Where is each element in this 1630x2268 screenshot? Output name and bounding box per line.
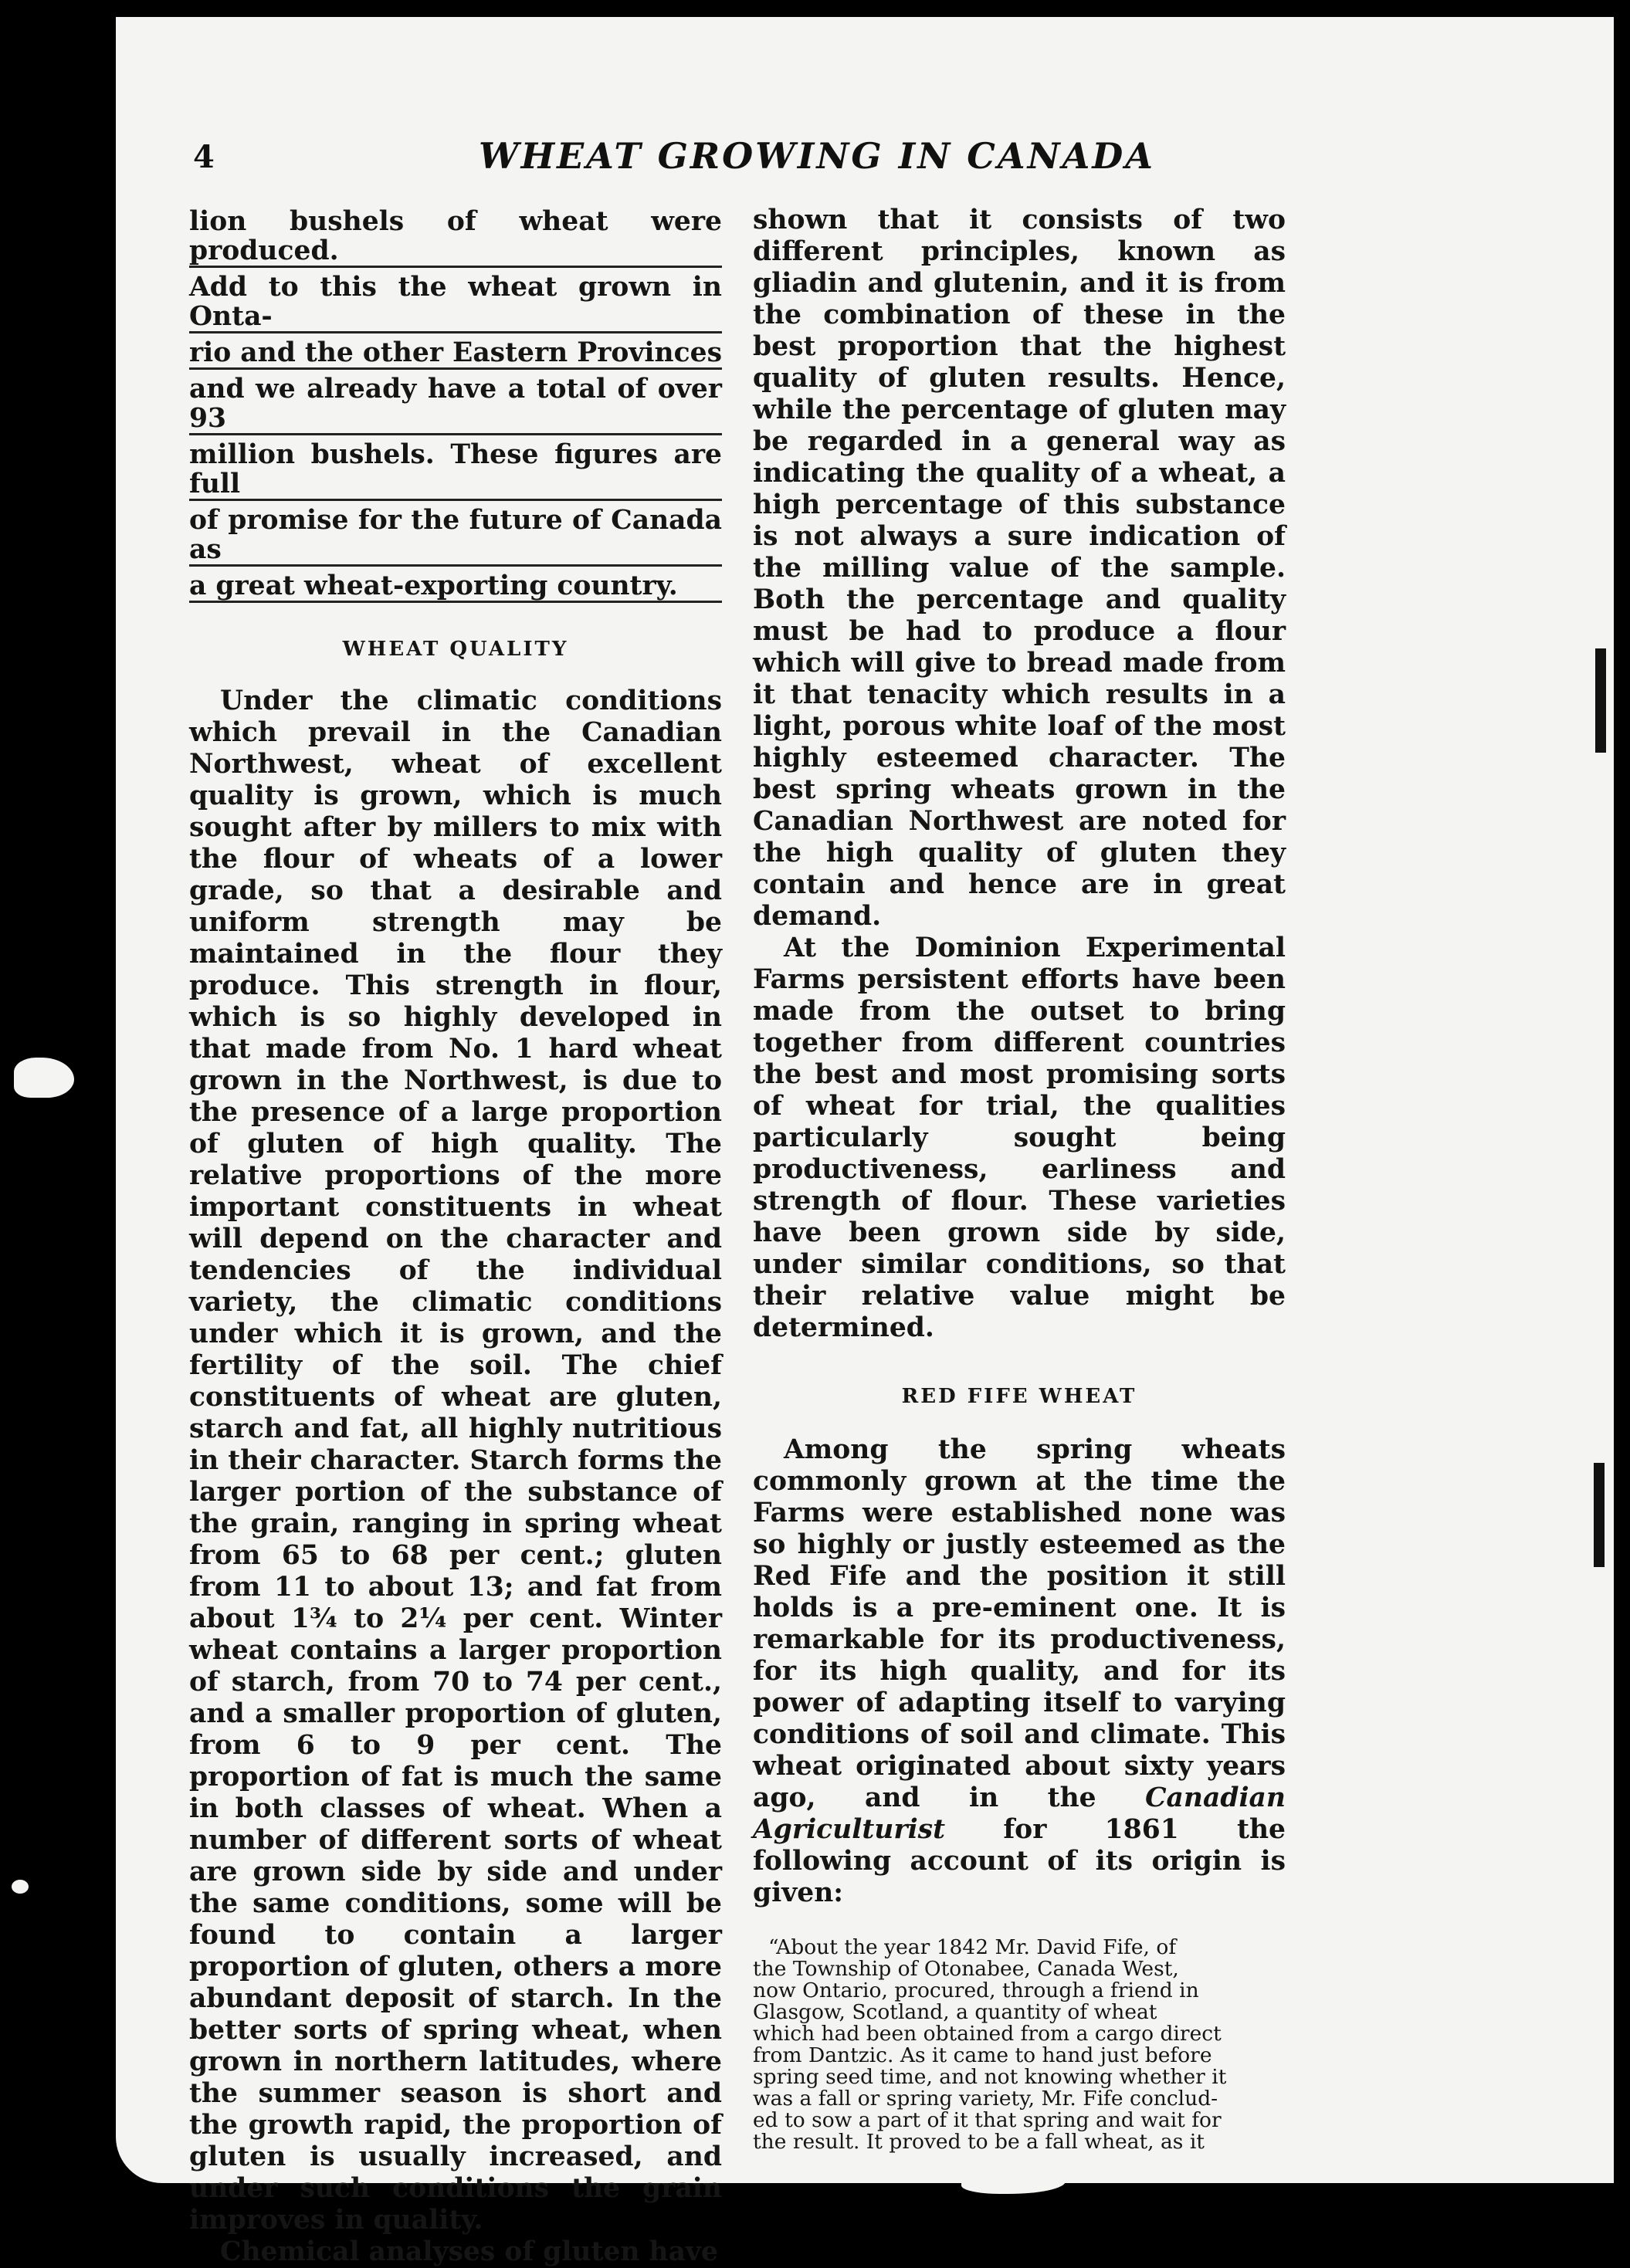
red-fife-text: Among the spring wheats commonly grown at the time the Farms were established none was so highly or justly esteemed as the Red Fife and the position it still holds is a pre-eminent one. It is remarkable for its productiveness, for its high quality, and for its power of adapting itself to varying conditions of soil and climate. This wheat originated about sixty years ago, and in the — [753, 1434, 1286, 1813]
ruled-line: and we already have a total of over 93 — [189, 374, 722, 434]
ruled-line: rio and the other Eastern Provinces — [189, 337, 722, 368]
quote-line: which had been obtained from a cargo direct — [753, 2022, 1222, 2046]
scan-mark-bottom — [961, 2171, 1066, 2194]
page-number: 4 — [193, 139, 215, 175]
publication-title: Canadian Agriculturist — [753, 1782, 1286, 1845]
quote-line: from Dantzic. As it came to hand just before — [753, 2043, 1212, 2067]
paragraph-chemical-analyses: Chemical analyses of gluten have — [220, 2236, 718, 2267]
quote-line: spring seed time, and not knowing whether it — [753, 2065, 1227, 2089]
section-heading-red-fife: RED FIFE WHEAT — [901, 1385, 1137, 1408]
scan-mark-right-1 — [1595, 648, 1606, 753]
right-column — [753, 205, 1286, 2153]
quote-line: the Township of Otonabee, Canada West, — [753, 1957, 1179, 1981]
paragraph-experimental-farms: At the Dominion Experimental Farms persistent efforts have been made from the outset to bring together from different countries the best and most promising sorts of wheat for trial, the qualities particularly sought being productiveness, earliness and strength of flour. These varieties have been grown side by side, under similar conditions, so that their relative value might be determined. — [753, 933, 1286, 1343]
left-column — [189, 205, 722, 2268]
ruled-line: a great wheat-exporting country. — [189, 569, 722, 603]
running-title: WHEAT GROWING IN CANADA — [479, 135, 1155, 177]
paragraph-gluten: shown that it consists of two different principles, known as gliadin and glutenin, and it is from the combination of these in the best proportion that the highest quality of gluten results. Hence, while the percentage of gluten may be regarded in a general way as indicating the quality of a wheat, a high percentage of this substance is not always a sure indication of the milling value of the sample. Both the percentage and quality must be had to produce a flour which will give to bread made from it that tenacity which results in a light, porous white loaf of the most highly esteemed character. The best spring wheats grown in the Canadian Northwest are noted for the high quality of gluten they contain and hence are in great demand. — [753, 205, 1286, 932]
ruled-line: million bushels. These figures are full — [189, 439, 722, 499]
quote-line: Glasgow, Scotland, a quantity of wheat — [753, 2000, 1157, 2024]
block-quote — [753, 1937, 1286, 2153]
ruled-line: of promise for the future of Canada as — [189, 505, 722, 565]
quote-line: was a fall or spring variety, Mr. Fife conclud- — [753, 2087, 1218, 2111]
ruled-line: lion bushels of wheat were produced. — [189, 206, 722, 266]
ruled-line: Add to this the wheat grown in Onta- — [189, 272, 722, 332]
paragraph-red-fife — [753, 1434, 1286, 1909]
scan-mark-right-2 — [1594, 1463, 1605, 1567]
red-fife-text-end: for 1861 the following account of its origin is given: — [753, 1814, 1286, 1908]
quote-line: now Ontario, procured, through a friend in — [753, 1979, 1199, 2002]
quote-line: ed to sow a part of it that spring and wait for — [753, 2108, 1222, 2132]
scan-mark-left — [14, 1058, 74, 1098]
quote-line: “About the year 1842 Mr. David Fife, of — [768, 1935, 1177, 1959]
paragraph-wheat-quality: Under the climatic conditions which prevail in the Canadian Northwest, wheat of excellent quality is grown, which is much sought after by millers to mix with the flour of wheats of a lower grade, so that a desirable and uniform strength may be maintained in the flour they produce. This strength in flour, which is so highly developed in that made from No. 1 hard wheat grown in the Northwest, is due to the presence of a large proportion of gluten of high quality. The relative proportions of the more important constituents in wheat will depend on the character and tendencies of the individual variety, the climatic conditions under which it is grown, and the fertility of the soil. The chief constituents of wheat are gluten, starch and fat, all highly nutritious in their character. Starch forms the larger portion of the substance of the grain, ranging in spring wheat from 65 to 68 per cent.; gluten from 11 to about 13; and fat from about 1¾ to 2¼ per cent. Winter wheat contains a larger proportion of starch, from 70 to 74 per cent., and a smaller proportion of gluten, from 6 to 9 per cent. The proportion of fat is much the same in both classes of wheat. When a number of different sorts of wheat are grown side by side and under the same conditions, some will be found to contain a larger proportion of gluten, others a more abundant deposit of starch. In the better sorts of spring wheat, when grown in northern latitudes, where the summer season is short and the growth rapid, the proportion of gluten is usually increased, and under such conditions the grain improves in quality. — [189, 685, 722, 2236]
section-heading-wheat-quality: WHEAT QUALITY — [342, 638, 569, 661]
scan-mark-left-small — [12, 1880, 29, 1894]
ruled-paragraph — [189, 205, 722, 603]
quote-line: the result. It proved to be a fall wheat, as it — [753, 2130, 1205, 2154]
